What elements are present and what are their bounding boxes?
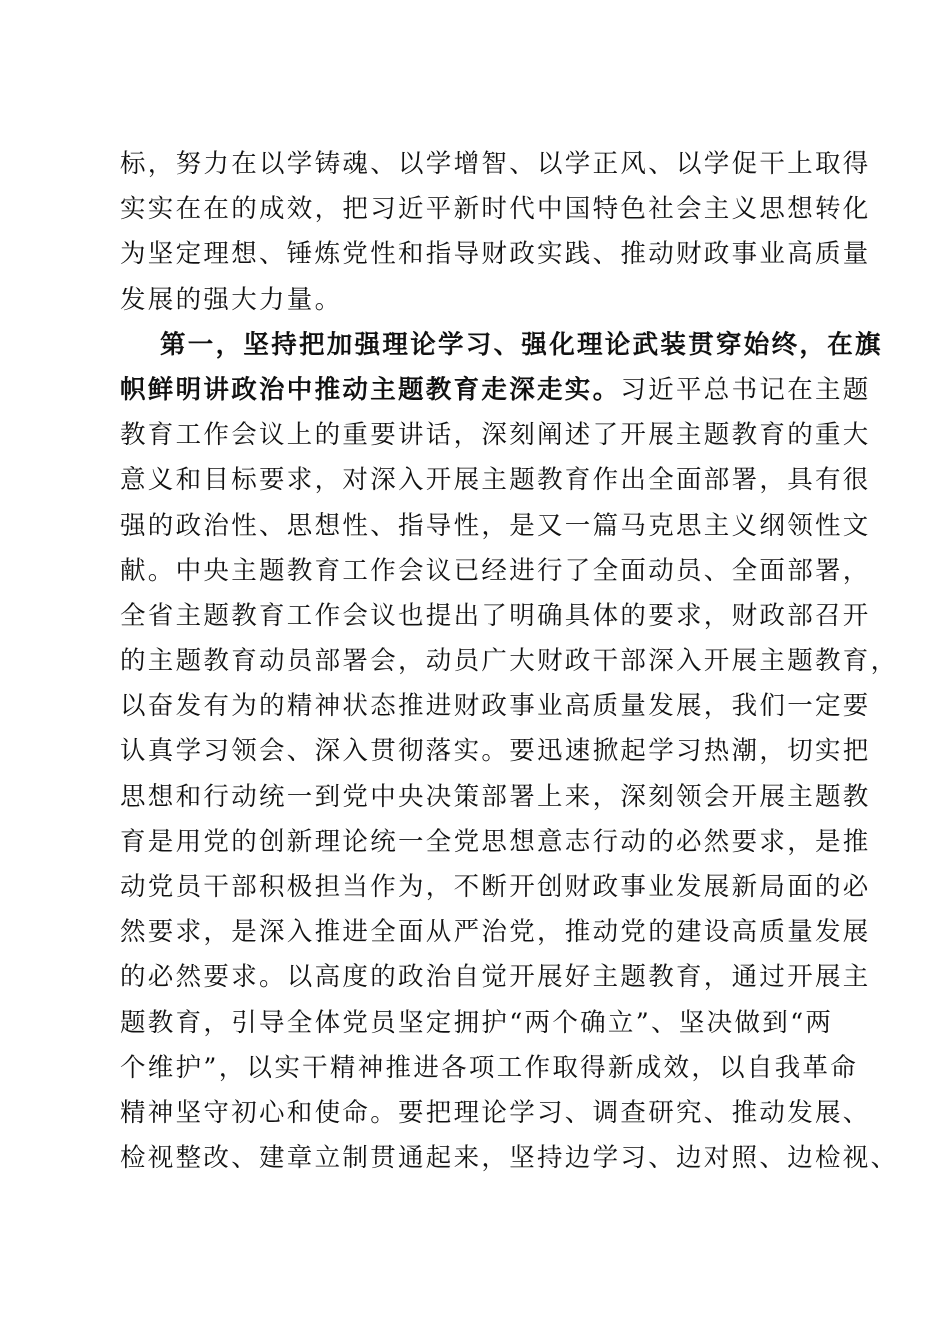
text-line: 认真学习领会、深入贯彻落实。要迅速掀起学习热潮，切实把 [120, 736, 871, 767]
text-line: 实实在在的成效，把习近平新时代中国特色社会主义思想转化 [120, 194, 871, 225]
text-line: 思想和行动统一到党中央决策部署上来，深刻领会开展主题教 [120, 781, 871, 812]
body-text [120, 142, 899, 1181]
text-line: 动党员干部积极担当作为，不断开创财政事业发展新局面的必 [120, 872, 871, 902]
text-line: 检视整改、建章立制贯通起来，坚持边学习、边对照、边检视、 [120, 1143, 899, 1174]
text-line: 个维护”，以实干精神推进各项工作取得新成效，以自我革命 [120, 1052, 859, 1083]
text-line: 然要求，是深入推进全面从严治党，推动党的建设高质量发展 [120, 917, 871, 948]
text-line: 强的政治性、思想性、指导性，是又一篇马克思主义纲领性文 [120, 510, 871, 541]
text-line: 育是用党的创新理论统一全党思想意志行动的必然要求，是推 [120, 826, 871, 857]
text-line: 的主题教育动员部署会，动员广大财政干部深入开展主题教育， [120, 646, 899, 677]
text-line: 全省主题教育工作会议也提出了明确具体的要求，财政部召开 [120, 600, 871, 631]
text-line: 的必然要求。以高度的政治自觉开展好主题教育，通过开展主 [120, 962, 871, 993]
text-line: 教育工作会议上的重要讲话，深刻阐述了开展主题教育的重大 [120, 420, 871, 451]
text-line: 以奋发有为的精神状态推进财政事业高质量发展，我们一定要 [120, 691, 871, 722]
text-line: 精神坚守初心和使命。要把理论学习、调查研究、推动发展、 [120, 1097, 871, 1128]
text-line: 意义和目标要求，对深入开展主题教育作出全面部署，具有很 [120, 465, 871, 496]
text-span: 习近平总书记在主题 [620, 374, 871, 405]
text-line: 标，努力在以学铸魂、以学增智、以学正风、以学促干上取得 [120, 149, 871, 179]
section-heading-line: 第一，坚持把加强理论学习、强化理论武装贯穿始终，在旗 [160, 329, 883, 360]
text-line: 献。中央主题教育工作会议已经进行了全面动员、全面部署， [120, 555, 871, 586]
text-line: 题教育，引导全体党员坚定拥护“两个确立”、坚决做到“两 [120, 1007, 834, 1038]
text-line [120, 368, 871, 413]
text-line: 为坚定理想、锤炼党性和指导财政实践、推动财政事业高质量 [120, 239, 871, 270]
section-heading-end: 帜鲜明讲政治中推动主题教育走深走实。 [120, 374, 621, 405]
text-line: 发展的强大力量。 [120, 284, 343, 315]
